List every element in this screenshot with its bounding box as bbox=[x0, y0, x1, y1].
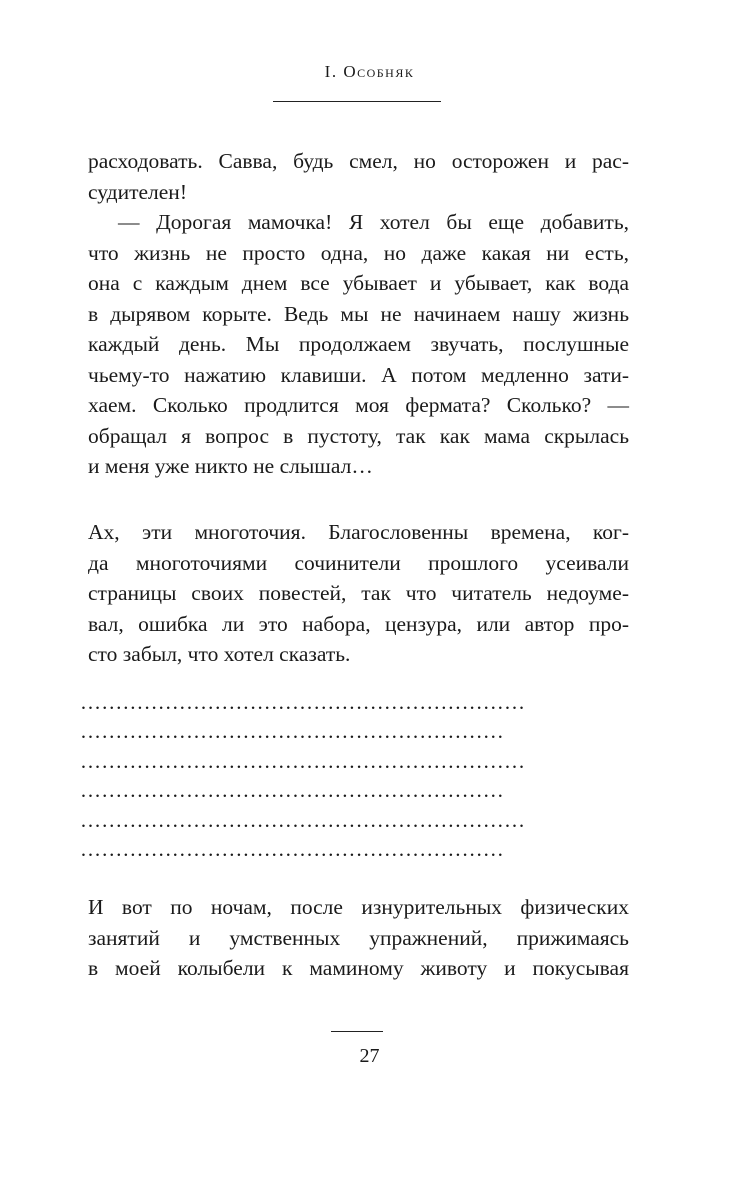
text-line: занятий и умственных упражнений, прижимаясь bbox=[88, 925, 629, 950]
text-line: Ах, эти многоточия. Благословенны времена, ког- bbox=[88, 520, 629, 544]
text-line: страницы своих повестей, так что читатель недоуме- bbox=[88, 581, 629, 605]
text-line: да многоточиями сочинители прошлого усеивали bbox=[88, 550, 629, 575]
text-line: вал, ошибка ли это набора, цензура, или автор про- bbox=[88, 611, 629, 636]
text-block-bottom bbox=[88, 892, 629, 984]
text-block-middle bbox=[88, 517, 629, 670]
dot-line: …………………………………………………… bbox=[80, 778, 504, 803]
text-line: сто забыл, что хотел сказать. bbox=[88, 642, 351, 666]
text-line: в дырявом корыте. Ведь мы не начинаем нашу жизнь bbox=[88, 301, 629, 326]
text-line: расходовать. Савва, будь смел, но осторожен и рас- bbox=[88, 149, 629, 173]
text-line: обращал я вопрос в пустоту, так как мама скрылась bbox=[88, 423, 629, 448]
text-line: — Дорогая мамочка! Я хотел бы еще добавить, bbox=[118, 210, 629, 234]
text-line: хаем. Сколько продлится моя фермата? Сколько? — bbox=[88, 393, 629, 417]
page-number: 27 bbox=[359, 1045, 380, 1067]
running-head: I. Особняк bbox=[324, 62, 415, 81]
ellipsis-block bbox=[80, 688, 640, 864]
header-rule bbox=[273, 101, 441, 102]
text-line: каждый день. Мы продолжаем звучать, послушные bbox=[88, 332, 629, 356]
text-line: в моей колыбели к маминому животу и покусывая bbox=[88, 956, 629, 980]
text-block-top bbox=[88, 146, 629, 482]
dot-line: ……………………………………………………… bbox=[80, 690, 526, 714]
text-line: что жизнь не просто одна, но даже какая ни есть, bbox=[88, 240, 629, 265]
dot-line: …………………………………………………… bbox=[80, 836, 504, 861]
footer-rule bbox=[331, 1031, 383, 1032]
text-line: она с каждым днем все убывает и убывает, как вода bbox=[88, 271, 629, 295]
dot-line: ……………………………………………………… bbox=[80, 807, 526, 832]
text-line: судителен! bbox=[88, 179, 187, 204]
text-line: И вот по ночам, после изнурительных физических bbox=[88, 895, 629, 919]
text-line: чьему-то нажатию клавиши. А потом медленно зати- bbox=[88, 362, 629, 387]
dot-line: ……………………………………………………… bbox=[80, 748, 526, 773]
text-line: и меня уже никто не слышал… bbox=[88, 454, 373, 478]
dot-line: …………………………………………………… bbox=[80, 719, 504, 744]
